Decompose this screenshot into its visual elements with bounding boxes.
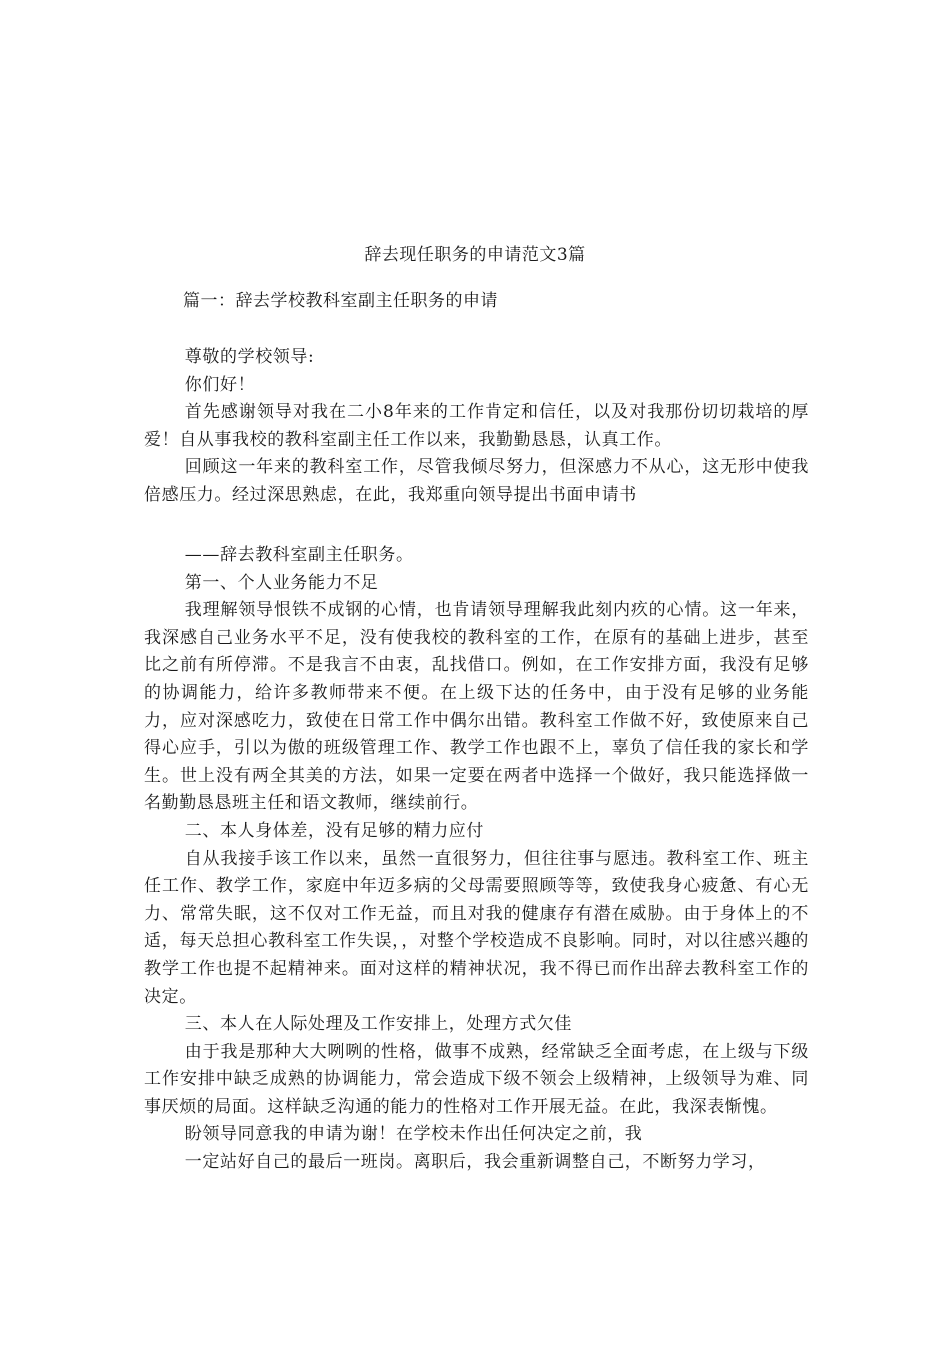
paragraph: 我理解领导恨铁不成钢的心情，也肯请领导理解我此刻内疚的心情。这一年来，我深感自己业务水平不足，没有使我校的教科室的工作，在原有的基础上进步，甚至比之前有所停滞。不是我言不由衷，乱找借口。例如，在工作安排方面，我没有足够的协调能力，给许多教师带来不便。在上级下达的任务中，由于没有足够的业务能力，应对深感吃力，致使在日常工作中偶尔出错。教科室工作做不好，致使原来自己得心应手，引以为傲的班级管理工作、教学工作也跟不上，辜负了信任我的家长和学生。世上没有两全其美的方法，如果一定要在两者中选择一个做好，我只能选择做一名勤勤恳恳班主任和语文教师，继续前行。 (144, 600, 809, 814)
document-title: 辞去现任职务的申请范文3篇 (364, 245, 586, 265)
reason-heading-1: 第一、个人业务能力不足 (184, 572, 379, 593)
letter-opening (144, 344, 809, 510)
closing-line: 一定站好自己的最后一班岗。离职后，我会重新调整自己，不断努力学习， (184, 1152, 766, 1173)
paragraph: 由于我是那种大大咧咧的性格，做事不成熟，经常缺乏全面考虑，在上级与下级工作安排中缺乏成熟的协调能力，常会造成下级不领会上级精神，上级领导为难、同事厌烦的局面。这样缺乏沟通的能力的性格对工作开展无益。在此，我深表惭愧。 (144, 1041, 809, 1117)
closing-line: 盼领导同意我的申请为谢！在学校未作出任何决定之前，我 (184, 1124, 643, 1145)
reason-heading-3: 三、本人在人际处理及工作安排上，处理方式欠佳 (184, 1014, 572, 1035)
greeting: 你们好！ (184, 374, 256, 395)
reason-heading-2: 二、本人身体差，没有足够的精力应付 (184, 820, 484, 841)
paragraph: 自从我接手该工作以来，虽然一直很努力，但往往事与愿违。教科室工作、班主任工作、教学工作，家庭中年迈多病的父母需要照顾等等，致使我身心疲惫、有心无力、常常失眠，这不仅对工作无益，而且对我的健康存有潜在威胁。由于身体上的不适，每天总担心教科室工作失误，，对整个学校造成不良影响。同时，对以往感兴趣的教学工作也提不起精神来。面对这样的精神状况，我不得已而作出辞去教科室工作的决定。 (144, 848, 809, 1007)
section-title: 篇一：辞去学校教科室副主任职务的申请 (183, 291, 498, 311)
paragraph: 首先感谢领导对我在二小8年来的工作肯定和信任，以及对我那份切切栽培的厚爱！自从事我校的教科室副主任工作以来，我勤勤恳恳，认真工作。 (144, 402, 809, 450)
letter-body (144, 542, 809, 1177)
paragraph: 回顾这一年来的教科室工作，尽管我倾尽努力，但深感力不从心，这无形中使我倍感压力。经过深思熟虑，在此，我郑重向领导提出书面申请书 (144, 457, 809, 505)
salutation: 尊敬的学校领导: (184, 347, 315, 367)
resignation-statement: ——辞去教科室副主任职务。 (184, 545, 414, 565)
